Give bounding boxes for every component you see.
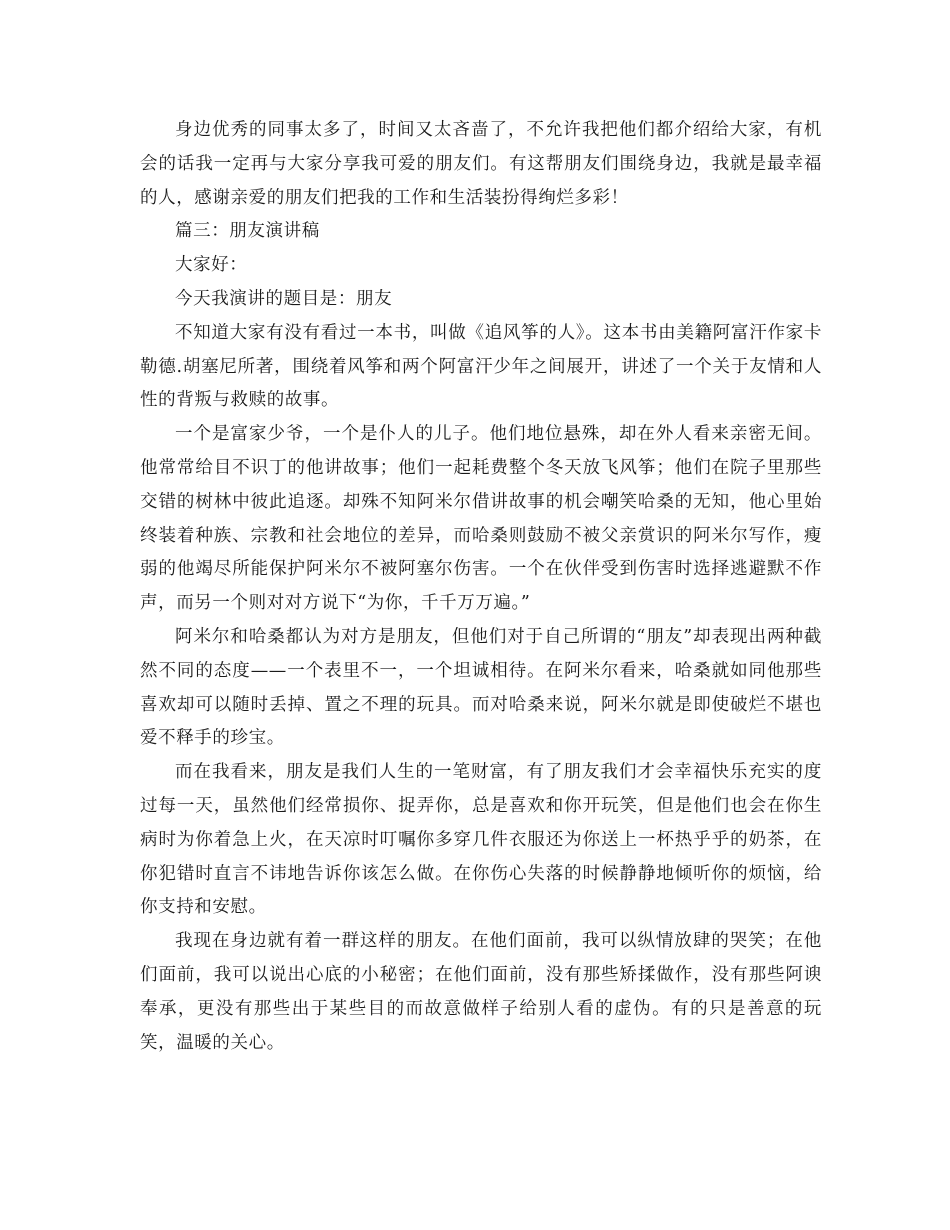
paragraph-two-boys: 一个是富家少爷，一个是仆人的儿子。他们地位悬殊，却在外人看来亲密无间。他常常给目不识丁的他讲故事；他们一起耗费整个冬天放飞风筝；他们在院子里那些交错的树林中彼此追逐。却殊不知阿米尔借讲故事的机会嘲笑哈桑的无知，他心里始终装着种族、宗教和社会地位的差异，而哈桑则鼓励不被父亲赏识的阿米尔写作，瘦弱的他竭尽所能保护阿米尔不被阿塞尔伤害。一个在伙伴受到伤害时选择逃避默不作声，而另一个则对对方说下“为你，千千万万遍。”	[140, 424, 822, 614]
paragraph-closing-colleagues: 身边优秀的同事太多了，时间又太吝啬了，不允许我把他们都介绍给大家，有机会的话我一定再与大家分享我可爱的朋友们。有这帮朋友们围绕身边，我就是最幸福的人，感谢亲爱的朋友们把我的工作和生活装扮得绚烂多彩！	[140, 120, 822, 208]
paragraph-friends-wealth: 而在我看来，朋友是我们人生的一笔财富，有了朋友我们才会幸福快乐充实的度过每一天，虽然他们经常损你、捉弄你，总是喜欢和你开玩笑，但是他们也会在你生病时为你着急上火，在天凉时叮嘱你多穿几件衣服还为你送上一杯热乎乎的奶茶，在你犯错时直言不讳地告诉你该怎么做。在你伤心失落的时候静静地倾听你的烦恼，给你支持和安慰。	[140, 762, 822, 918]
paragraph-attitudes: 阿米尔和哈桑都认为对方是朋友，但他们对于自己所谓的“朋友”却表现出两种截然不同的态度——一个表里不一，一个坦诚相待。在阿米尔看来，哈桑就如同他那些喜欢却可以随时丢掉、置之不理的玩具。而对哈桑来说，阿米尔就是即使破烂不堪也爱不释手的珍宝。	[140, 626, 822, 749]
greeting: 大家好：	[175, 255, 248, 276]
speech-topic: 今天我演讲的题目是：朋友	[175, 288, 393, 309]
section-heading: 篇三：朋友演讲稿	[175, 221, 320, 242]
paragraph-book-intro: 不知道大家有没有看过一本书，叫做《追风筝的人》。这本书由美籍阿富汗作家卡勒德.胡塞尼所著，围绕着风筝和两个阿富汗少年之间展开，讲述了一个关于友情和人性的背叛与救赎的故事。	[140, 322, 822, 411]
document-page	[140, 114, 822, 1060]
paragraph-my-friends: 我现在身边就有着一群这样的朋友。在他们面前，我可以纵情放肆的哭笑；在他们面前，我可以说出心底的小秘密；在他们面前，没有那些矫揉做作，没有那些阿谀奉承，更没有那些出于某些目的而故意做样子给别人看的虚伪。有的只是善意的玩笑，温暖的关心。	[140, 931, 822, 1053]
